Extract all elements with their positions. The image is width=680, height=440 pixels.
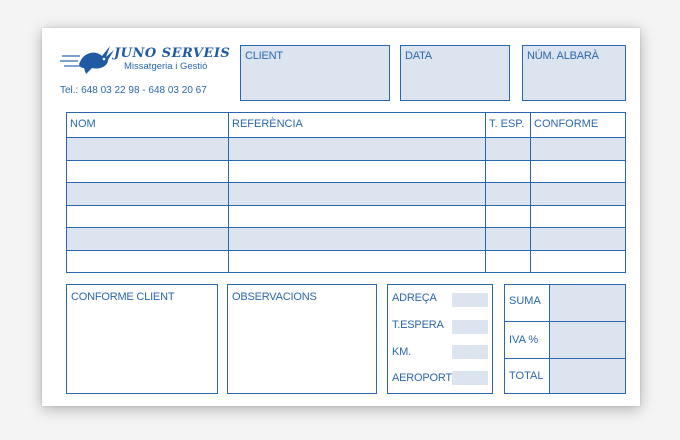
- column-header-wait-time: T. ESP.: [485, 113, 530, 137]
- conforme-cell[interactable]: [530, 251, 625, 273]
- name-cell[interactable]: [67, 228, 228, 250]
- reference-cell[interactable]: [228, 138, 485, 160]
- table-row: [67, 250, 625, 273]
- items-table: [66, 112, 626, 273]
- conforme-cell[interactable]: [530, 228, 625, 250]
- address-charge-field[interactable]: [452, 293, 488, 307]
- column-header-name: NOM: [70, 118, 96, 130]
- observations-label: OBSERVACIONS: [232, 291, 317, 303]
- vat-field[interactable]: [550, 322, 625, 358]
- courier-rabbit-icon: [60, 42, 116, 78]
- km-charge-field[interactable]: [452, 345, 488, 359]
- client-field[interactable]: [240, 45, 390, 101]
- wait-time-cell[interactable]: [485, 251, 530, 273]
- date-label: DATA: [405, 50, 432, 62]
- wait-time-cell[interactable]: [485, 138, 530, 160]
- total-row: [505, 358, 625, 393]
- conforme-cell[interactable]: [530, 161, 625, 183]
- reference-cell[interactable]: [228, 228, 485, 250]
- total-label: TOTAL: [505, 359, 550, 393]
- delivery-note-form: [42, 28, 640, 406]
- delivery-note-number-field[interactable]: [522, 45, 626, 101]
- vat-row: [505, 321, 625, 358]
- reference-cell[interactable]: [228, 251, 485, 273]
- table-header-row: [67, 113, 625, 137]
- table-row: [67, 182, 625, 205]
- airport-charge-label: AEROPORT: [392, 372, 452, 384]
- client-signoff-label: CONFORME CLIENT: [71, 291, 175, 303]
- wait-time-cell[interactable]: [485, 161, 530, 183]
- column-header-reference: REFERÈNCIA: [228, 113, 485, 137]
- table-row: [67, 205, 625, 228]
- table-row: [67, 137, 625, 160]
- wait-charge-label: T.ESPERA: [392, 319, 444, 331]
- sum-field[interactable]: [550, 285, 625, 321]
- wait-charge-field[interactable]: [452, 320, 488, 334]
- vat-label: IVA %: [505, 322, 550, 358]
- conforme-cell[interactable]: [530, 138, 625, 160]
- totals-box: [504, 284, 626, 394]
- sum-label: SUMA: [505, 285, 550, 321]
- name-cell[interactable]: [67, 206, 228, 228]
- charges-box: [387, 284, 493, 394]
- conforme-cell[interactable]: [530, 183, 625, 205]
- observations-box[interactable]: [227, 284, 377, 394]
- wait-time-cell[interactable]: [485, 206, 530, 228]
- wait-time-cell[interactable]: [485, 183, 530, 205]
- reference-cell[interactable]: [228, 206, 485, 228]
- sum-row: [505, 285, 625, 321]
- wait-time-cell[interactable]: [485, 228, 530, 250]
- reference-cell[interactable]: [228, 161, 485, 183]
- brand-name: JUNO SERVEIS: [114, 46, 231, 61]
- km-charge-label: KM.: [392, 346, 411, 358]
- name-cell[interactable]: [67, 161, 228, 183]
- name-cell[interactable]: [67, 251, 228, 273]
- conforme-cell[interactable]: [530, 206, 625, 228]
- delivery-note-number-label: NÚM. ALBARÀ: [527, 50, 599, 62]
- brand-tagline: Missatgeria i Gestió: [124, 61, 208, 72]
- table-row: [67, 160, 625, 183]
- column-header-conforme: CONFORME: [530, 113, 625, 137]
- address-charge-label: ADREÇA: [392, 292, 437, 304]
- airport-charge-field[interactable]: [452, 371, 488, 385]
- phone-numbers: Tel.: 648 03 22 98 - 648 03 20 67: [60, 85, 207, 96]
- date-field[interactable]: [400, 45, 510, 101]
- client-label: CLIENT: [245, 50, 283, 62]
- name-cell[interactable]: [67, 138, 228, 160]
- name-cell[interactable]: [67, 183, 228, 205]
- reference-cell[interactable]: [228, 183, 485, 205]
- client-signoff-box[interactable]: [66, 284, 218, 394]
- table-row: [67, 227, 625, 250]
- total-field[interactable]: [550, 359, 625, 393]
